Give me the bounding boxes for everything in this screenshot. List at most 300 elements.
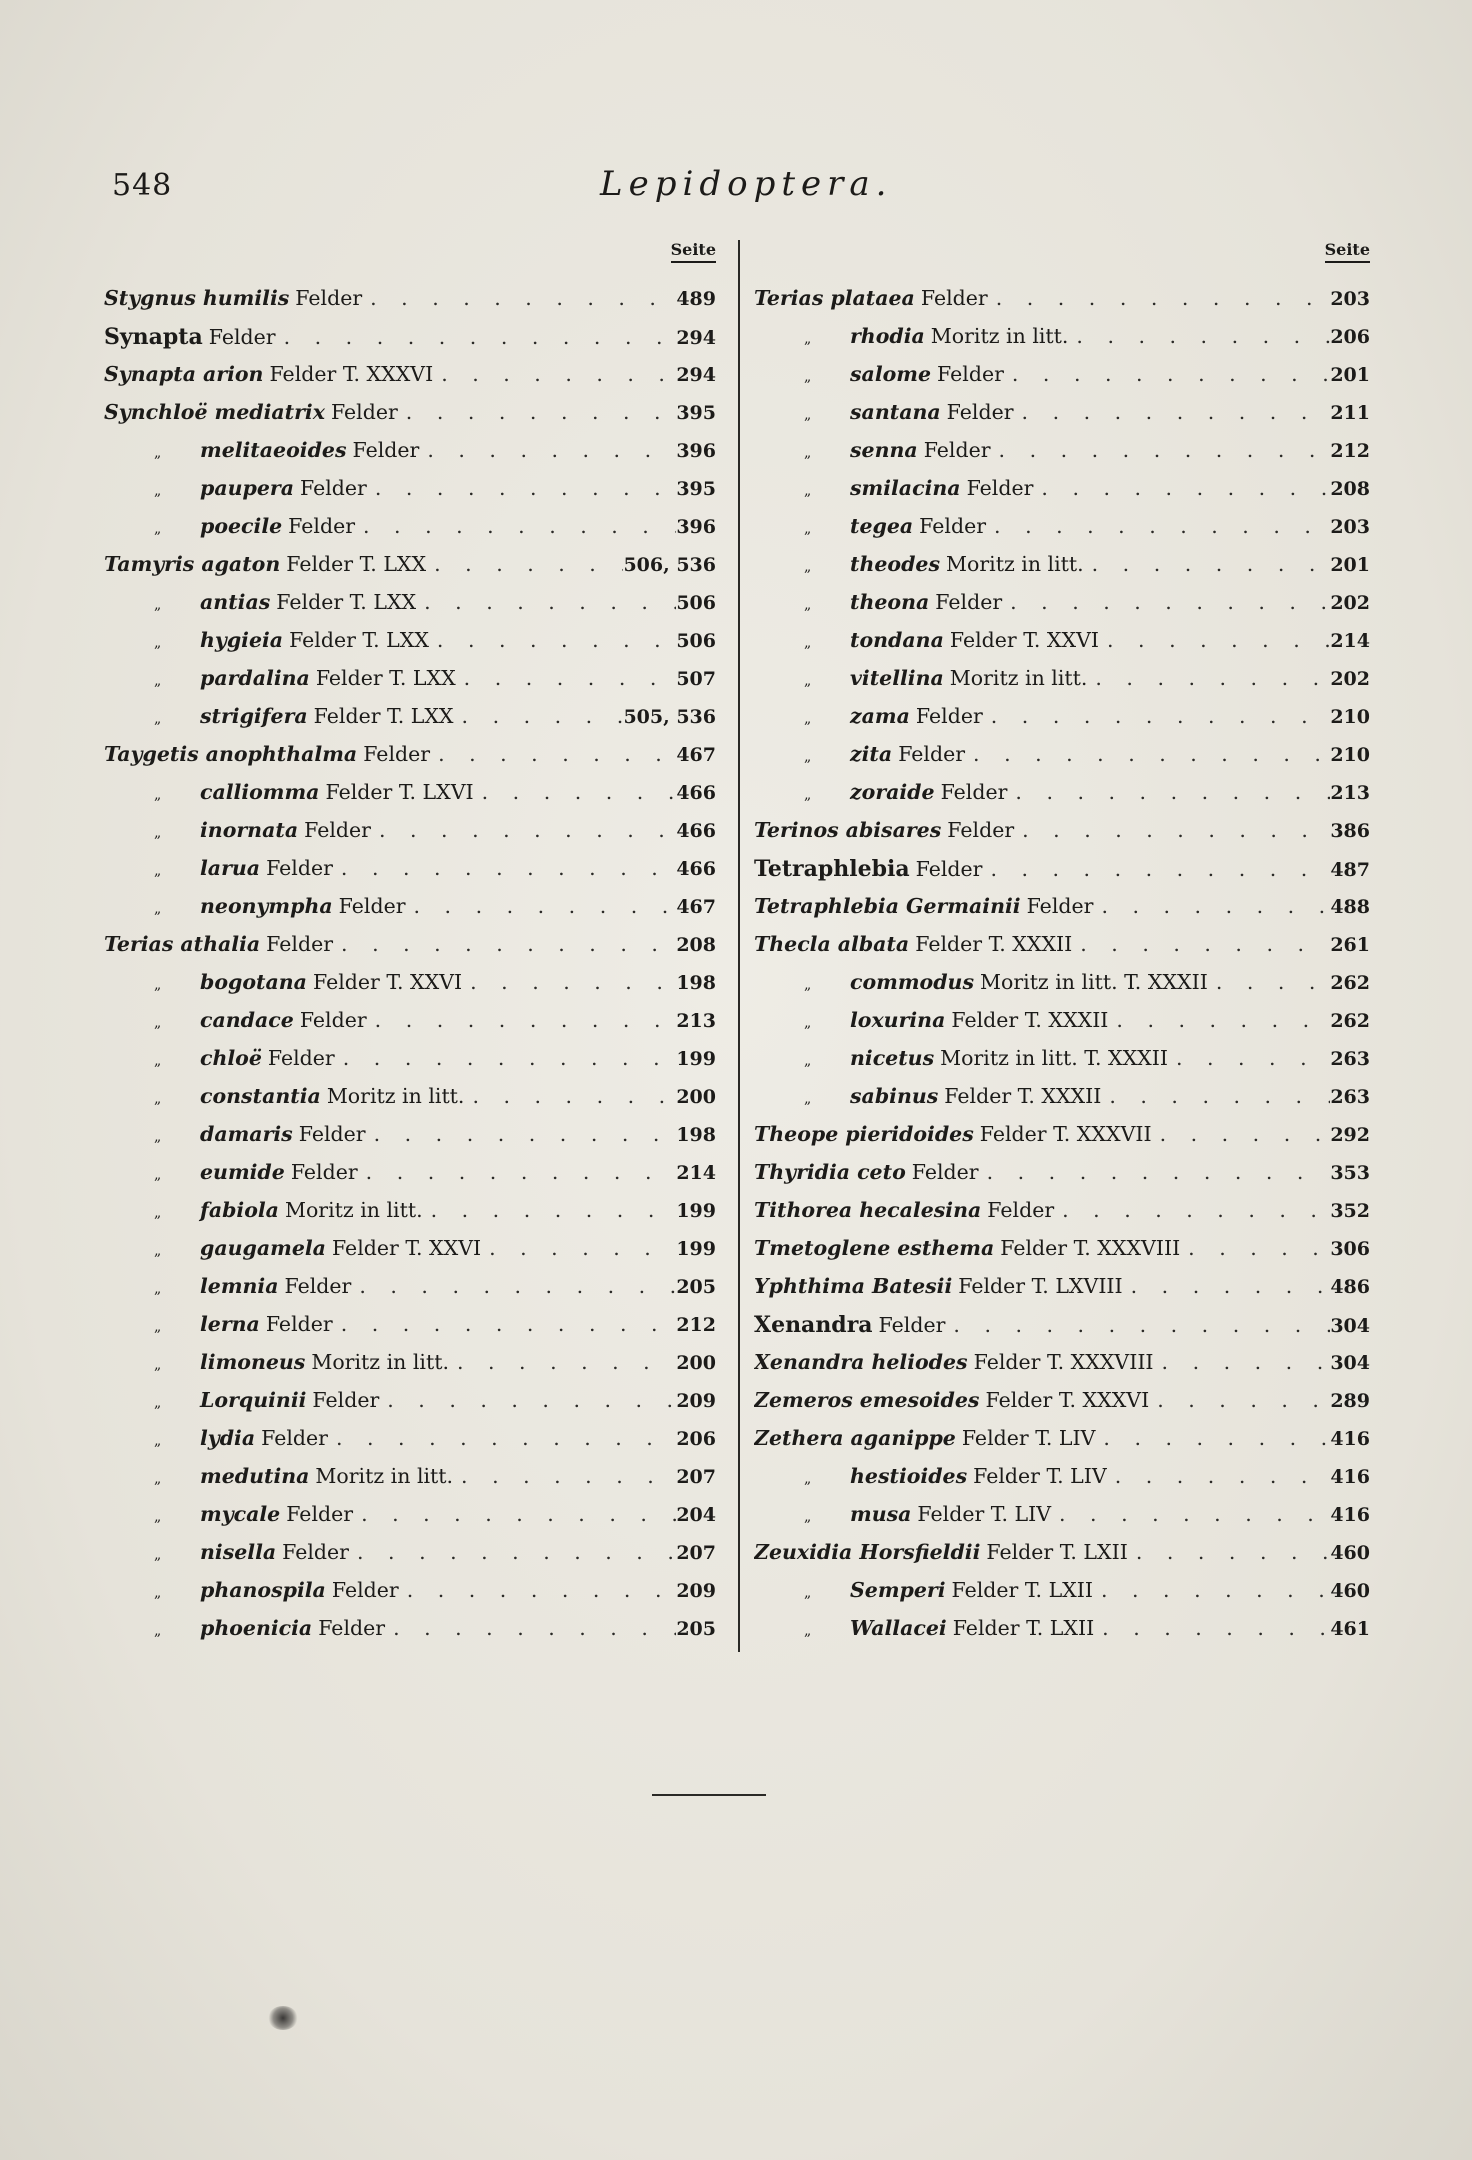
index-column-left — [104, 240, 716, 1654]
page-reference: 199 — [676, 1238, 716, 1260]
page-reference: 213 — [1330, 782, 1370, 804]
ditto-mark: „ — [154, 635, 162, 651]
ditto-mark: „ — [804, 407, 812, 423]
index-entry — [104, 1122, 716, 1160]
page-reference: 396 — [676, 516, 716, 538]
index-entry — [104, 514, 716, 552]
index-entry — [754, 1464, 1370, 1502]
author-plate: Felder — [331, 1578, 399, 1602]
ditto-mark: „ — [804, 1053, 812, 1069]
genus-name: Thyridia — [754, 1160, 851, 1184]
running-title: Lepidoptera. — [600, 164, 893, 204]
genus-name: Tamyris — [104, 552, 195, 576]
author-plate: Moritz in litt. T. XXXII — [940, 1046, 1168, 1070]
author-plate: Moritz in litt. — [930, 324, 1069, 348]
page-reference: 206 — [1330, 326, 1370, 348]
species-name: hestioides — [850, 1464, 968, 1488]
author-plate: Felder T. XXXVIII — [1000, 1236, 1181, 1260]
author-plate: Felder T. XXXII — [944, 1084, 1102, 1108]
ditto-mark: „ — [154, 977, 162, 993]
species-name: zoraide — [850, 780, 935, 804]
author-plate: Felder T. XXVI — [331, 1236, 482, 1260]
index-entry — [104, 780, 716, 818]
index-entry — [104, 1426, 716, 1464]
page-reference: 416 — [1330, 1504, 1370, 1526]
page-reference: 199 — [676, 1200, 716, 1222]
leader-dots — [433, 362, 676, 386]
leader-dots — [379, 1388, 676, 1412]
species-name: Semperi — [850, 1578, 946, 1602]
species-name: zita — [850, 742, 893, 766]
leader-dots — [1051, 1502, 1330, 1526]
species-name: agaton — [201, 552, 281, 576]
leader-dots — [1094, 1616, 1330, 1640]
ditto-mark: „ — [804, 369, 812, 385]
species-name: nicetus — [850, 1046, 935, 1070]
page-reference: 202 — [1330, 668, 1370, 690]
page-reference: 489 — [676, 288, 716, 310]
index-entry — [754, 818, 1370, 856]
genus-name: Taygetis — [104, 742, 199, 766]
species-name: albata — [837, 932, 910, 956]
page-reference: 214 — [1330, 630, 1370, 652]
author-plate: Felder T. XXVI — [312, 970, 463, 994]
page-reference: 487 — [1330, 859, 1370, 881]
index-entry — [754, 1198, 1370, 1236]
page-reference: 466 — [676, 820, 716, 842]
leader-dots — [1072, 932, 1330, 956]
species-name: phanospila — [200, 1578, 326, 1602]
species-name: pieridoides — [845, 1122, 974, 1146]
author-plate: Felder — [330, 400, 398, 424]
leader-dots — [1101, 1084, 1330, 1108]
author-plate: Felder — [298, 1122, 366, 1146]
page-reference: 201 — [1330, 554, 1370, 576]
leader-dots — [426, 552, 623, 576]
index-entry — [754, 780, 1370, 818]
author-plate: Felder — [261, 1426, 328, 1450]
leader-dots — [362, 286, 676, 310]
page-reference: 210 — [1330, 706, 1370, 728]
column-header-left — [104, 240, 716, 286]
leader-dots — [1152, 1122, 1331, 1146]
page-reference: 203 — [1330, 516, 1370, 538]
page-reference: 467 — [676, 744, 716, 766]
ditto-mark: „ — [804, 1471, 812, 1487]
index-entry — [104, 1046, 716, 1084]
page-reference: 304 — [1330, 1315, 1370, 1337]
leader-dots — [366, 1122, 677, 1146]
page-reference: 466 — [676, 782, 716, 804]
leader-dots — [1149, 1388, 1330, 1412]
leader-dots — [333, 856, 676, 880]
species-name: mycale — [200, 1502, 281, 1526]
species-name: eumide — [200, 1160, 285, 1184]
index-entry — [754, 514, 1370, 552]
leader-dots — [367, 476, 676, 500]
page-reference: 262 — [1330, 972, 1370, 994]
page-reference: 507 — [676, 668, 716, 690]
species-name: senna — [850, 438, 918, 462]
species-name: theodes — [850, 552, 941, 576]
ditto-mark: „ — [154, 1243, 162, 1259]
leader-dots — [371, 818, 676, 842]
leader-dots — [988, 286, 1331, 310]
ditto-mark: „ — [804, 445, 812, 461]
index-entry — [754, 362, 1370, 400]
leader-dots — [423, 1198, 677, 1222]
ditto-mark: „ — [154, 1357, 162, 1373]
species-name: Horsfieldii — [859, 1540, 981, 1564]
ditto-mark: „ — [804, 597, 812, 613]
ditto-mark: „ — [154, 1167, 162, 1183]
page-reference: 200 — [676, 1086, 716, 1108]
index-entry — [754, 286, 1370, 324]
leader-dots — [1014, 400, 1331, 424]
page-reference: 214 — [676, 1162, 716, 1184]
page-reference: 209 — [676, 1580, 716, 1602]
ditto-mark: „ — [804, 331, 812, 347]
species-name: gaugamela — [200, 1236, 326, 1260]
ditto-mark: „ — [804, 559, 812, 575]
index-column-right — [754, 240, 1370, 1654]
leader-dots — [1002, 590, 1330, 614]
page-reference: 202 — [1330, 592, 1370, 614]
genus-name: Synapta — [104, 362, 196, 386]
page-reference: 209 — [676, 1390, 716, 1412]
leader-dots — [1084, 552, 1331, 576]
leader-dots — [416, 590, 676, 614]
index-entry — [754, 970, 1370, 1008]
author-plate: Felder — [940, 780, 1008, 804]
species-name: rhodia — [850, 324, 925, 348]
genus-name: Tmetoglene — [754, 1236, 891, 1260]
ink-smudge — [268, 2006, 298, 2030]
leader-dots — [355, 514, 676, 538]
ditto-mark: „ — [154, 445, 162, 461]
index-entry — [754, 590, 1370, 628]
genus-name: Zethera — [754, 1426, 844, 1450]
ditto-mark: „ — [154, 1281, 162, 1297]
index-entry — [104, 1464, 716, 1502]
leader-dots — [481, 1236, 676, 1260]
genus-name: Synchloë — [104, 400, 208, 424]
leader-dots — [983, 704, 1331, 728]
ditto-mark: „ — [154, 901, 162, 917]
species-name: hygieia — [200, 628, 284, 652]
genus-name: Stygnus — [104, 286, 196, 310]
ditto-mark: „ — [804, 977, 812, 993]
species-name: damaris — [200, 1122, 293, 1146]
author-plate: Felder — [966, 476, 1034, 500]
index-entry — [754, 1502, 1370, 1540]
page-reference: 212 — [676, 1314, 716, 1336]
genus-name: Xenandra — [754, 1312, 873, 1338]
index-entry — [754, 1578, 1370, 1616]
leader-dots — [367, 1008, 677, 1032]
author-plate: Felder T. LXVI — [325, 780, 474, 804]
leader-dots — [449, 1350, 676, 1374]
leader-dots — [1154, 1350, 1331, 1374]
ditto-mark: „ — [804, 787, 812, 803]
species-name: melitaeoides — [200, 438, 347, 462]
column-divider — [738, 240, 740, 1652]
index-entry — [754, 1046, 1370, 1084]
genus-name: Tetraphlebia — [754, 856, 910, 882]
leader-dots — [429, 628, 676, 652]
author-plate: Felder — [878, 1313, 946, 1337]
page-reference: 213 — [676, 1010, 716, 1032]
species-name: medutina — [200, 1464, 310, 1488]
leader-dots — [462, 970, 676, 994]
author-plate: Felder — [915, 704, 983, 728]
index-entry — [754, 932, 1370, 970]
author-plate: Felder — [338, 894, 406, 918]
page-reference: 199 — [676, 1048, 716, 1070]
page-reference: 203 — [1330, 288, 1370, 310]
author-plate: Felder — [208, 325, 276, 349]
species-name: neonympha — [200, 894, 333, 918]
genus-name: Xenandra — [754, 1350, 865, 1374]
index-list-right — [754, 286, 1370, 1654]
page-reference: 505, 536 — [623, 706, 716, 728]
ditto-mark: „ — [154, 1509, 162, 1525]
ditto-mark: „ — [154, 1319, 162, 1335]
ditto-mark: „ — [154, 863, 162, 879]
author-plate: Felder — [284, 1274, 352, 1298]
leader-dots — [430, 742, 676, 766]
ditto-mark: „ — [804, 1585, 812, 1601]
species-name: anophthalma — [205, 742, 358, 766]
author-plate: Felder T. LXX — [313, 704, 454, 728]
genus-name: Synapta — [104, 324, 203, 350]
page-reference: 204 — [676, 1504, 716, 1526]
author-plate: Felder — [363, 742, 431, 766]
page-reference: 198 — [676, 972, 716, 994]
ditto-mark: „ — [154, 1547, 162, 1563]
species-name: mediatrix — [214, 400, 325, 424]
genus-name: Theope — [754, 1122, 839, 1146]
author-plate: Felder T. LIV — [917, 1502, 1051, 1526]
species-name: salome — [850, 362, 932, 386]
ditto-mark: „ — [154, 1623, 162, 1639]
author-plate: Felder T. LXVIII — [958, 1274, 1123, 1298]
species-name: fabiola — [200, 1198, 279, 1222]
leader-dots — [1093, 894, 1330, 918]
page-reference: 460 — [1330, 1542, 1370, 1564]
index-entry — [754, 1122, 1370, 1160]
author-plate: Felder T. XXXII — [915, 932, 1073, 956]
species-name: commodus — [850, 970, 974, 994]
page-reference: 208 — [676, 934, 716, 956]
author-plate: Felder — [1026, 894, 1094, 918]
leader-dots — [945, 1313, 1330, 1337]
leader-dots — [1068, 324, 1330, 348]
species-name: bogotana — [200, 970, 307, 994]
leader-dots — [399, 1578, 677, 1602]
page-reference: 208 — [1330, 478, 1370, 500]
index-entry — [754, 1274, 1370, 1312]
page-reference: 395 — [676, 402, 716, 424]
species-name: lerna — [200, 1312, 260, 1336]
species-name: limoneus — [200, 1350, 306, 1374]
page-reference: 212 — [1330, 440, 1370, 462]
author-plate: Felder — [299, 476, 367, 500]
ditto-mark: „ — [154, 1205, 162, 1221]
leader-dots — [453, 1464, 676, 1488]
page-reference: 289 — [1330, 1390, 1370, 1412]
author-plate: Moritz in litt. — [326, 1084, 465, 1108]
species-name: candace — [200, 1008, 294, 1032]
species-name: larua — [200, 856, 261, 880]
page-reference: 467 — [676, 896, 716, 918]
leader-dots — [1168, 1046, 1330, 1070]
page-reference: 198 — [676, 1124, 716, 1146]
author-plate: Felder T. LXX — [315, 666, 456, 690]
species-name: hecalesina — [859, 1198, 982, 1222]
ditto-mark: „ — [154, 1395, 162, 1411]
index-entry — [104, 286, 716, 324]
genus-name: Zemeros — [754, 1388, 853, 1412]
page-reference: 488 — [1330, 896, 1370, 918]
page-reference: 210 — [1330, 744, 1370, 766]
index-entry — [104, 742, 716, 780]
index-entry — [754, 1084, 1370, 1122]
page-reference: 207 — [676, 1542, 716, 1564]
page-reference: 207 — [676, 1466, 716, 1488]
species-name: Wallacei — [850, 1616, 947, 1640]
species-name: inornata — [200, 818, 299, 842]
page-reference: 261 — [1330, 934, 1370, 956]
index-entry — [754, 1388, 1370, 1426]
index-list-left — [104, 286, 716, 1654]
species-name: strigifera — [200, 704, 308, 728]
leader-dots — [1054, 1198, 1330, 1222]
species-name: plataea — [830, 286, 915, 310]
author-plate: Moritz in litt. — [949, 666, 1088, 690]
page-reference: 352 — [1330, 1200, 1370, 1222]
species-name: sabinus — [850, 1084, 939, 1108]
leader-dots — [276, 325, 677, 349]
page-reference: 506, 536 — [623, 554, 716, 576]
genus-name: Tetraphlebia — [754, 894, 899, 918]
leader-dots — [358, 1160, 677, 1184]
index-entry — [754, 628, 1370, 666]
index-entry — [754, 400, 1370, 438]
ditto-mark: „ — [804, 749, 812, 765]
species-name: vitellina — [850, 666, 944, 690]
page-reference: 395 — [676, 478, 716, 500]
author-plate: Felder T. LXII — [986, 1540, 1128, 1564]
leader-dots — [464, 1084, 676, 1108]
author-plate: Moritz in litt. — [311, 1350, 449, 1374]
page-reference: 262 — [1330, 1010, 1370, 1032]
leader-dots — [1093, 1578, 1330, 1602]
ditto-mark: „ — [154, 787, 162, 803]
genus-name: Terias — [104, 932, 174, 956]
index-entry — [104, 552, 716, 590]
index-entry — [754, 1540, 1370, 1578]
index-entry — [104, 818, 716, 856]
author-plate: Felder — [947, 818, 1015, 842]
species-name: phoenicia — [200, 1616, 313, 1640]
author-plate: Felder — [288, 514, 356, 538]
author-plate: Felder — [318, 1616, 386, 1640]
index-entry — [104, 362, 716, 400]
leader-dots — [349, 1540, 676, 1564]
species-name: humilis — [202, 286, 290, 310]
author-plate: Felder — [919, 514, 987, 538]
index-entry — [104, 628, 716, 666]
ditto-mark: „ — [154, 521, 162, 537]
page-reference: 304 — [1330, 1352, 1370, 1374]
page-reference: 294 — [676, 364, 716, 386]
index-entry — [104, 894, 716, 932]
ditto-mark: „ — [804, 673, 812, 689]
author-plate: Felder — [915, 857, 983, 881]
author-plate: Felder T. LXX — [286, 552, 427, 576]
index-entry — [754, 1312, 1370, 1350]
ditto-mark: „ — [804, 1091, 812, 1107]
leader-dots — [1180, 1236, 1330, 1260]
author-plate: Felder — [290, 1160, 358, 1184]
author-plate: Felder — [282, 1540, 349, 1564]
ditto-mark: „ — [154, 673, 162, 689]
species-name: lemnia — [200, 1274, 279, 1298]
page-reference: 292 — [1330, 1124, 1370, 1146]
species-name: santana — [850, 400, 941, 424]
author-plate: Felder — [935, 590, 1003, 614]
author-plate: Moritz in litt. T. XXXII — [980, 970, 1208, 994]
genus-name: Tithorea — [754, 1198, 853, 1222]
ditto-mark: „ — [804, 1623, 812, 1639]
page-reference: 306 — [1330, 1238, 1370, 1260]
author-plate: Felder T. LIV — [961, 1426, 1096, 1450]
index-entry — [104, 1160, 716, 1198]
ditto-mark: „ — [154, 1585, 162, 1601]
author-plate: Felder — [946, 400, 1014, 424]
author-plate: Felder — [304, 818, 371, 842]
page-reference: 201 — [1330, 364, 1370, 386]
ditto-mark: „ — [804, 711, 812, 727]
page-reference: 205 — [676, 1618, 716, 1640]
index-entry — [104, 476, 716, 514]
author-plate: Felder — [265, 1312, 333, 1336]
page-reference: 353 — [1330, 1162, 1370, 1184]
leader-dots — [406, 894, 677, 918]
index-entry — [754, 704, 1370, 742]
index-entry — [754, 742, 1370, 780]
species-name: athalia — [180, 932, 261, 956]
page-reference: 263 — [1330, 1086, 1370, 1108]
index-entry — [104, 400, 716, 438]
index-entry — [754, 1426, 1370, 1464]
page-reference: 205 — [676, 1276, 716, 1298]
index-entry — [104, 1084, 716, 1122]
ditto-mark: „ — [154, 483, 162, 499]
index-entry — [104, 1540, 716, 1578]
author-plate: Felder — [352, 438, 420, 462]
column-header-right — [754, 240, 1370, 286]
page-reference: 211 — [1330, 402, 1370, 424]
author-plate: Moritz in litt. — [946, 552, 1084, 576]
leader-dots — [1087, 666, 1330, 690]
author-plate: Felder — [911, 1160, 979, 1184]
leader-dots — [385, 1616, 676, 1640]
species-name: abisares — [845, 818, 942, 842]
species-name: chloë — [200, 1046, 262, 1070]
ditto-mark: „ — [154, 825, 162, 841]
